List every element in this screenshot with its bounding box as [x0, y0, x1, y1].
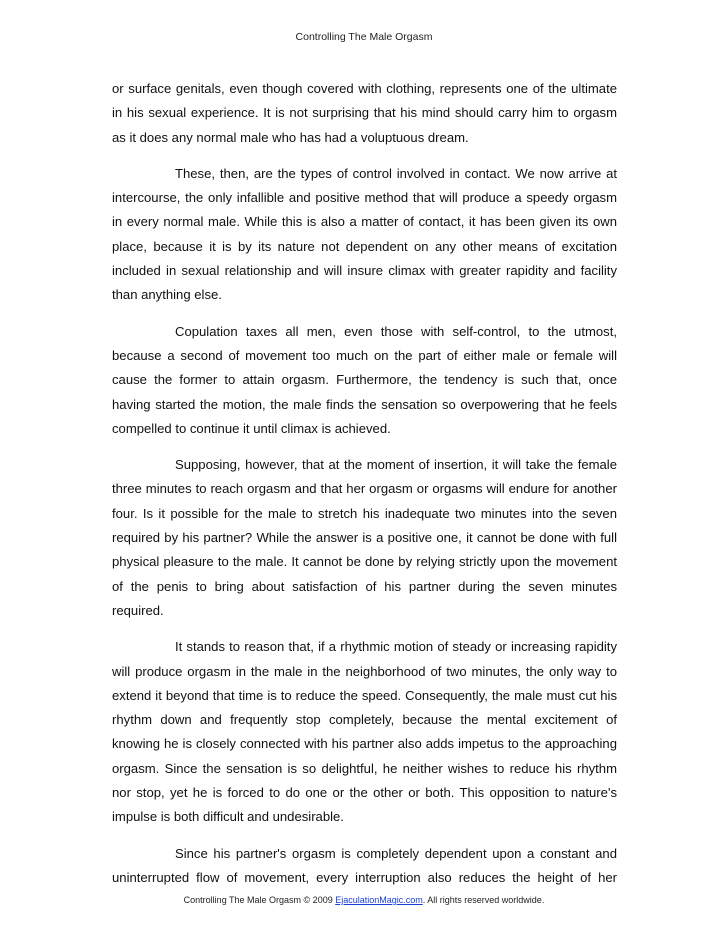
- footer-website-link[interactable]: EjaculationMagic.com: [335, 895, 423, 905]
- paragraph: These, then, are the types of control involved in contact. We now arrive at intercourse, the only infallible and positive method that will produce a speedy orgasm in every normal male. While this is also a matter of contact, it has been given its own place, because it is by its nature not dependent on any other means of excitation included in sexual relationship and will insure climax with greater rapidity and facility than anything else.: [112, 165, 617, 303]
- running-header: Controlling The Male Orgasm: [295, 31, 433, 43]
- paragraph-truncated: Since his partner's orgasm is completely dependent upon a constant and uninterrupted flow of movement, every interruption also reduces the height of her: [112, 845, 617, 885]
- paragraph-continuation: or surface genitals, even though covered with clothing, represents one of the ultimate in his sexual experience. It is not surprising that his mind should carry him to orgasm as it does any normal male who has had a voluptuous dream.: [112, 81, 617, 145]
- footer-copyright: Controlling The Male Orgasm © 2009: [183, 895, 336, 905]
- footer-rights: . All rights reserved worldwide.: [422, 895, 545, 905]
- running-footer: [0, 895, 728, 905]
- paragraph: It stands to reason that, if a rhythmic motion of steady or increasing rapidity will produce orgasm in the male in the neighborhood of two minutes, the only way to extend it beyond that time is to reduce the speed. Consequently, the male must cut his rhythm down and frequently stop completely, because the mental excitement of knowing he is closely connected with his partner also adds impetus to the approaching orgasm. Since the sensation is so delightful, he neither wishes to reduce his rhythm nor stop, yet he is forced to do one or the other or both. This opposition to nature's impulse is both difficult and undesirable.: [112, 639, 617, 825]
- document-body: [112, 77, 617, 890]
- paragraph: Copulation taxes all men, even those with self-control, to the utmost, because a second of movement too much on the part of either male or female will cause the former to attain orgasm. Furthermore, the tendency is such that, once having started the motion, the male finds the sensation so overpowering that he feels compelled to continue it until climax is achieved.: [112, 323, 617, 436]
- paragraph: Supposing, however, that at the moment of insertion, it will take the female three minutes to reach orgasm and that her orgasm or orgasms will endure for another four. Is it possible for the male to stretch his inadequate two minutes into the seven required by his partner? While the answer is a positive one, it cannot be done with full physical pleasure to the male. It cannot be done by relying strictly upon the movement of the penis to bring about satisfaction of his partner during the seven minutes required.: [112, 457, 617, 618]
